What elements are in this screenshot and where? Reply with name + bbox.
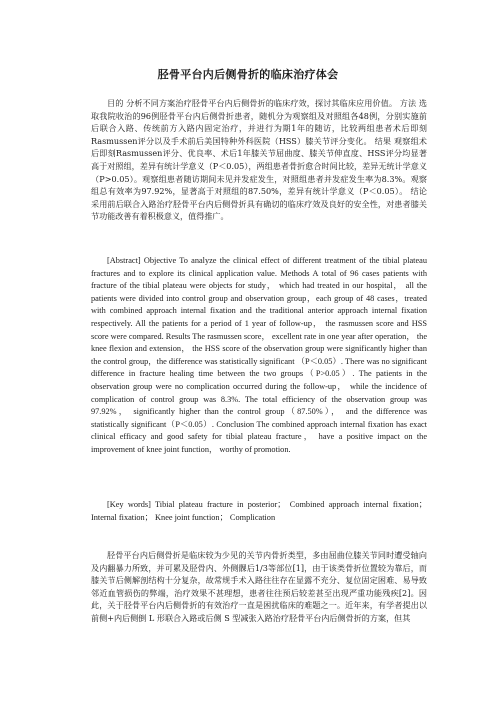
- paper-title: 胫骨平台内后侧骨折的临床治疗体会: [157, 68, 339, 81]
- chinese-abstract: 目的 分析不同方案治疗胫骨平台内后侧骨折的临床疗效，探讨其临床应用价值。 方法 选取我院收治的96例胫骨平台内后侧骨折患者，随机分为观察组及对照组各48例，分别实施前后联合入路、传统前方入路内固定治疗，并进行为期1年的随访，比较两组患者术后即刻Rasmussen评分以及手术前后美国特种外科医院（HSS）膝关节评分变化。 结果 观察组术后即刻Rasmussen评分、优良率、术后1年膝关节屈曲度、膝关节伸直度、HSS评分均显著高于对照组，差异有统计学意义（P＜0.05），两组患者骨折愈合时间比较，差异无统计学意义（P>0.05）。观察组患者随访期间未见并发症发生，对照组患者并发症发生率为8.3%。观察组总有效率为97.92%，显著高于对照组的87.50%，差异有统计学意义（P＜0.05）。 结论 采用前后联合入路治疗胫骨平台内后侧骨折具有确切的临床疗效及良好的安全性，对患者膝关节功能改善有着积极意义，值得推广。: [91, 98, 427, 222]
- introduction-paragraph: 胫骨平台内后侧骨折是临床较为少见的关节内骨折类型，多由屈曲位膝关节同时遭受轴向及内翻暴力所致，并可累及胫骨内、外侧髁后1/3等部位[1]，由于该类骨折位置较为靠后，而膝关节后侧解剖结构十分复杂，故常规手术入路往往存在显露不充分、复位固定困难、易导致邻近血管损伤的弊端，治疗效果不甚理想，患者往往预后较差甚至出现严重功能残疾[2]。因此，关于胫骨平台内后侧骨折的有效治疗一直是困扰临床的难题之一。近年来，有学者提出以前侧+内后侧倒 L 形联合入路或后侧 S 型减张入路治疗胫骨平台内后侧骨折的方案，但其: [91, 550, 427, 623]
- english-abstract: [Abstract] Objective To analyze the clinical effect of different treatment of the tibial plateau fractures and to explore its clinical application value. Methods A total of 96 cases patients with fracture of the tibial plateau were objects for study， which had treated in our hospital， all the patients were divided into control group and observation group，each group of 48 cases，treated with combined approach internal fixation and the traditional anterior approach internal fixation respectively. All the patients for a period of 1 year of follow-up， the rasmussen score and HSS score were compared. Results The rasmussen score， excellent rate in one year after operation， the knee flexion and extension， the HSS score of the observation group were significantly higher than the control group，the difference was statistically significant （P＜0.05）. There was no significant difference in fracture healing time between the two groups（P>0.05）. The patients in the observation group were no complication occurred during the follow-up， while the incidence of complication of control group was 8.3%. The total efficiency of the observation group was 97.92%， significantly higher than the control group（87.50%）， and the difference was statistically significant（P＜0.05）. Conclusion The combined approach internal fixation has exact clinical efficacy and good safety for tibial plateau fracture， have a positive impact on the improvement of knee joint function， worthy of promotion.: [91, 256, 427, 454]
- english-keywords: [Key words] Tibial plateau fracture in posterior； Combined approach internal fixation； Internal fixation； Knee joint function； Complication: [91, 500, 427, 522]
